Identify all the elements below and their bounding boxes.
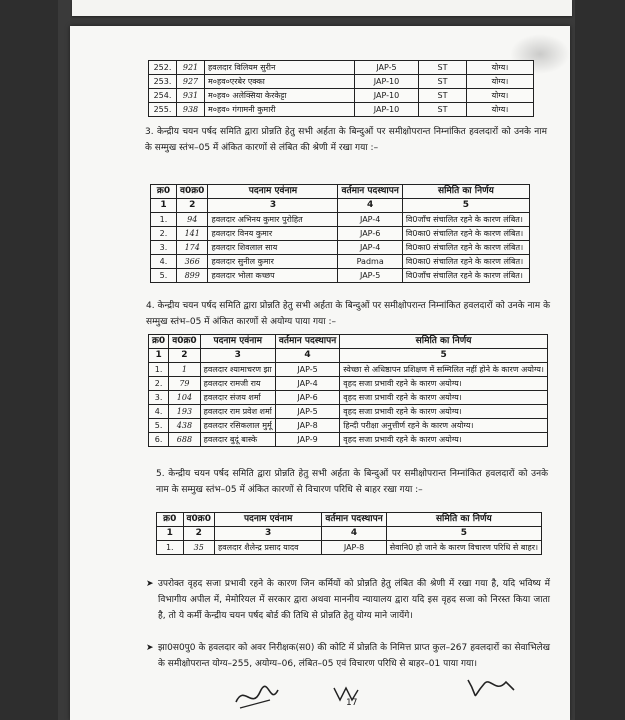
table-excluded	[156, 512, 542, 555]
column-header: समिति का निर्णय	[402, 185, 529, 199]
decision-cell: वि0का0 संचालित रहने के कारण लंबित।	[402, 255, 529, 269]
category-cell: ST	[419, 75, 467, 89]
decision-cell: वि0जाँच संचालित रहने के कारण लंबित।	[402, 213, 529, 227]
column-number: 5	[386, 527, 541, 541]
decision-cell: वि0जाँच संचालित रहने के कारण लंबित।	[402, 269, 529, 283]
decision-cell: वृहद सजा प्रभावी रहने के कारण अयोग्य।	[340, 405, 548, 419]
note-bullet-2	[146, 640, 550, 672]
previous-page-edge	[72, 0, 572, 16]
decision-cell: वृहद सजा प्रभावी रहने के कारण अयोग्य।	[340, 433, 548, 447]
table-row	[149, 391, 548, 405]
arrow-bullet-icon: ➤	[146, 643, 154, 653]
table-row	[149, 433, 548, 447]
table-row	[151, 269, 530, 283]
column-number: 5	[402, 199, 529, 213]
serial-cell: 253.	[149, 75, 177, 89]
table-row	[151, 213, 530, 227]
roll-number-cell: 366	[177, 255, 208, 269]
name-cell: म०हव० अलेक्सिया केरकेट्टा	[205, 89, 355, 103]
roll-number-cell: 899	[177, 269, 208, 283]
column-header: पदनाम एवंनाम	[208, 185, 338, 199]
table-header-row	[149, 335, 548, 349]
serial-cell: 2.	[151, 227, 177, 241]
column-header: क्र0	[149, 335, 169, 349]
column-number: 1	[157, 527, 184, 541]
name-cell: हवलदार रसिकलाल मुर्मू	[200, 419, 275, 433]
roll-number-cell: 141	[177, 227, 208, 241]
column-header: क्र0	[157, 513, 184, 527]
serial-cell: 5.	[149, 419, 169, 433]
column-header: व0क्र0	[169, 335, 200, 349]
serial-cell: 3.	[149, 391, 169, 405]
table-row	[151, 255, 530, 269]
viewer-right-margin	[575, 0, 625, 720]
posting-cell: JAP-5	[275, 363, 339, 377]
roll-number-cell: 438	[169, 419, 200, 433]
decision-cell: स्वेच्छा से अधिष्ठापन प्रशिक्षण में सम्मिलित नहीं होने के कारण अयोग्य।	[340, 363, 548, 377]
column-number: 4	[275, 349, 339, 363]
name-cell: हवलदार विनय कुमार	[208, 227, 338, 241]
column-number: 1	[151, 199, 177, 213]
roll-number-cell: 174	[177, 241, 208, 255]
column-number: 5	[340, 349, 548, 363]
column-header: वर्तमान पदस्थापन	[322, 513, 386, 527]
column-number-row	[149, 349, 548, 363]
roll-number-cell: 94	[177, 213, 208, 227]
posting-cell: JAP-5	[355, 61, 419, 75]
posting-cell: Padma	[338, 255, 402, 269]
note-bullet-2-text: झा0स0पु0 के हवलदार को अवर निरीक्षक(स0) की कोटि में प्रोन्नति के निमित्त प्राप्त कुल–267 हवलदारों का सेवाभिलेख के समीक्षोपरान्त योग्य–255, अयोग्य–06, लंबित–05 एवं विचारण परिधि से बाहर–01 पाया गया।	[158, 643, 550, 669]
roll-number-cell: 921	[177, 61, 205, 75]
paragraph-3: 3. केन्द्रीय चयन पर्षद समिति द्वारा प्रोन्नति हेतु सभी अर्हता के बिन्दुओं पर समीक्षोपरान्त निम्नांकित हवलदारों को उनके नाम के सम्मुख स्तंभ–05 में अंकित कारणों से लंबित की श्रेणी में रखा गया :–	[145, 127, 547, 153]
serial-cell: 2.	[149, 377, 169, 391]
posting-cell: JAP-9	[275, 433, 339, 447]
note-bullet-1-text: उपरोक्त वृहद सजा प्रभावी रहने के कारण जिन कर्मियों को प्रोन्नति हेतु लंबित की श्रेणी में रखा गया है, यदि भविष्य में विभागीय अपील में, मेमोरियल में सरकार द्वारा अथवा माननीय न्यायालय द्वारा यदि इस वृहद सजा को निरस्त किया जाता है, तो ये कर्मी केन्द्रीय चयन पर्षद बोर्ड की तिथि से प्रोन्नति हेतु योग्य माने जायेंगे।	[158, 579, 550, 621]
table-row	[149, 61, 534, 75]
name-cell: हवलदार शिवलाल साय	[208, 241, 338, 255]
column-header: समिति का निर्णय	[340, 335, 548, 349]
column-number-row	[151, 199, 530, 213]
decision-cell: वि0का0 संचालित रहने के कारण लंबित।	[402, 241, 529, 255]
column-header: समिति का निर्णय	[386, 513, 541, 527]
signature-1	[230, 680, 310, 714]
column-header: वर्तमान पदस्थापन	[275, 335, 339, 349]
name-cell: हवलदार बुदूं बास्के	[200, 433, 275, 447]
decision-cell: वृहद सजा प्रभावी रहने के कारण अयोग्य।	[340, 377, 548, 391]
decision-cell: वृहद सजा प्रभावी रहने के कारण अयोग्य।	[340, 391, 548, 405]
column-number: 3	[208, 199, 338, 213]
serial-cell: 4.	[149, 405, 169, 419]
roll-number-cell: 931	[177, 89, 205, 103]
posting-cell: JAP-4	[338, 213, 402, 227]
serial-cell: 1.	[157, 541, 184, 555]
decision-cell: योग्य।	[467, 103, 534, 117]
column-header: क्र0	[151, 185, 177, 199]
decision-cell: सेवानि0 हो जाने के कारण विचारण परिधि से बाहर।	[386, 541, 541, 555]
posting-cell: JAP-10	[355, 75, 419, 89]
table-row	[149, 377, 548, 391]
posting-cell: JAP-4	[338, 241, 402, 255]
roll-number-cell: 35	[183, 541, 214, 555]
column-number: 4	[322, 527, 386, 541]
posting-cell: JAP-4	[275, 377, 339, 391]
posting-cell: JAP-8	[275, 419, 339, 433]
roll-number-cell: 927	[177, 75, 205, 89]
posting-cell: JAP-5	[275, 405, 339, 419]
decision-cell: योग्य।	[467, 89, 534, 103]
table-pending	[150, 184, 530, 283]
decision-cell: हिन्दी परीक्षा अनुत्तीर्ण रहने के कारण अयोग्य।	[340, 419, 548, 433]
name-cell: हवलदार राम प्रवेश शर्मा	[200, 405, 275, 419]
category-cell: ST	[419, 61, 467, 75]
name-cell: हवलदार रामजी राय	[200, 377, 275, 391]
table-header-row	[157, 513, 542, 527]
column-number: 2	[183, 527, 214, 541]
posting-cell: JAP-8	[322, 541, 386, 555]
paragraph-5: 5. केन्द्रीय चयन पर्षद समिति द्वारा प्रोन्नति हेतु सभी अर्हता के बिन्दुओं पर समीक्षोपरान्त निम्नांकित हवलदारों को उनके नाम के सम्मुख स्तंभ–05 में अंकित कारणों से विचारण परिधि से बाहर रखा गया :–	[156, 469, 548, 495]
serial-cell: 5.	[151, 269, 177, 283]
category-cell: ST	[419, 103, 467, 117]
table-continued	[148, 60, 534, 117]
signature-3	[460, 670, 520, 706]
column-number: 4	[338, 199, 402, 213]
column-number: 2	[169, 349, 200, 363]
name-cell: हवलदार भोला कच्छप	[208, 269, 338, 283]
table-row	[149, 419, 548, 433]
note-bullet-1	[146, 576, 550, 624]
serial-cell: 4.	[151, 255, 177, 269]
roll-number-cell: 193	[169, 405, 200, 419]
posting-cell: JAP-6	[275, 391, 339, 405]
serial-cell: 3.	[151, 241, 177, 255]
name-cell: हवलदार सुनील कुमार	[208, 255, 338, 269]
column-number: 3	[214, 527, 321, 541]
decision-cell: योग्य।	[467, 61, 534, 75]
table-row	[149, 405, 548, 419]
name-cell: हवलदार विलियम सुरीन	[205, 61, 355, 75]
column-number: 1	[149, 349, 169, 363]
arrow-bullet-icon: ➤	[146, 579, 154, 589]
decision-cell: योग्य।	[467, 75, 534, 89]
serial-cell: 6.	[149, 433, 169, 447]
column-number: 2	[177, 199, 208, 213]
column-header: पदनाम एवंनाम	[200, 335, 275, 349]
column-header: व0क्र0	[177, 185, 208, 199]
table-row	[157, 541, 542, 555]
column-number: 3	[200, 349, 275, 363]
posting-cell: JAP-6	[338, 227, 402, 241]
table-row	[149, 89, 534, 103]
serial-cell: 1.	[149, 363, 169, 377]
posting-cell: JAP-10	[355, 103, 419, 117]
name-cell: म०हव०एरबेर एक्का	[205, 75, 355, 89]
table-row	[149, 75, 534, 89]
serial-cell: 252.	[149, 61, 177, 75]
table-row	[151, 227, 530, 241]
column-number-row	[157, 527, 542, 541]
serial-cell: 1.	[151, 213, 177, 227]
roll-number-cell: 688	[169, 433, 200, 447]
table-row	[151, 241, 530, 255]
table-row	[149, 363, 548, 377]
name-cell: हवलदार संजय शर्मा	[200, 391, 275, 405]
decision-cell: वि0का0 संचालित रहने के कारण लंबित।	[402, 227, 529, 241]
roll-number-cell: 938	[177, 103, 205, 117]
roll-number-cell: 1	[169, 363, 200, 377]
serial-cell: 255.	[149, 103, 177, 117]
column-header: पदनाम एवंनाम	[214, 513, 321, 527]
page-number: 17	[346, 698, 358, 708]
roll-number-cell: 104	[169, 391, 200, 405]
name-cell: म०हव० गंगामनी कुमारी	[205, 103, 355, 117]
roll-number-cell: 79	[169, 377, 200, 391]
table-row	[149, 103, 534, 117]
document-page	[70, 26, 570, 720]
posting-cell: JAP-10	[355, 89, 419, 103]
paragraph-4: 4. केन्द्रीय चयन पर्षद समिति द्वारा प्रोन्नति हेतु सभी अर्हता के बिन्दुओं पर समीक्षोपरान्त निम्नांकित हवलदारों को उनके नाम के सम्मुख स्तंभ–05 में अंकित कारणों से अयोग्य पाया गया :–	[146, 301, 550, 327]
serial-cell: 254.	[149, 89, 177, 103]
viewer-left-margin	[0, 0, 58, 720]
name-cell: हवलदार अभिनय कुमार पुरोहित	[208, 213, 338, 227]
category-cell: ST	[419, 89, 467, 103]
name-cell: हवलदार शैलेन्द्र प्रसाद यादव	[214, 541, 321, 555]
table-ineligible	[148, 334, 548, 447]
column-header: व0क्र0	[183, 513, 214, 527]
posting-cell: JAP-5	[338, 269, 402, 283]
name-cell: हवलदार श्यामाचरण झा	[200, 363, 275, 377]
table-header-row	[151, 185, 530, 199]
column-header: वर्तमान पदस्थापन	[338, 185, 402, 199]
